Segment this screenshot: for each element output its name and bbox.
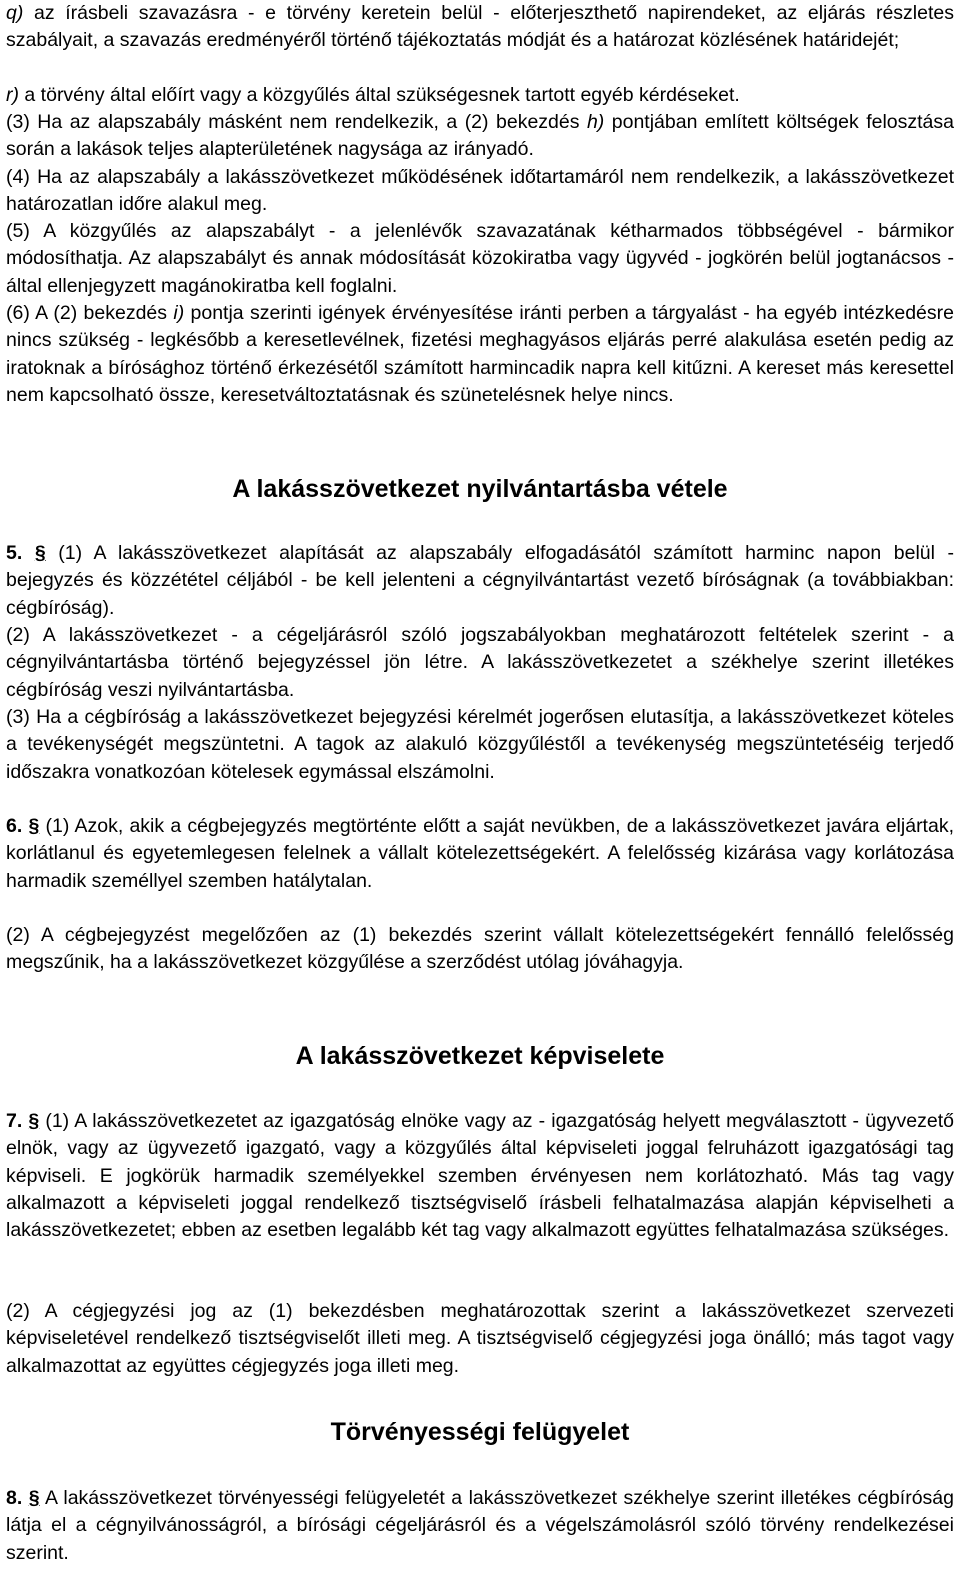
section-7-para-1	[6, 1108, 954, 1244]
clause-r	[6, 82, 954, 109]
section-heading-representation: A lakásszövetkezet képviselete	[295, 1042, 665, 1070]
section-8-text: A lakásszövetkezet törvényességi felügyeletét a lakásszövetkezet székhelye szerint illetékes cégbíróság látja el a cégnyilvánosságról, a bírósági cégeljárásról és a végelszámolásról szóló törvény rendelkezései szerint.	[6, 1487, 954, 1564]
clause-q-letter: q)	[6, 2, 24, 24]
section-8-number: 8.	[6, 1487, 23, 1509]
section-5-sign: §	[34, 542, 46, 564]
section-5-para-2: (2) A lakásszövetkezet - a cégeljárásról szóló jogszabályokban meghatározott feltételek szerint - a cégnyilvántartásba történő bejegyzéssel jön létre. A lakásszövetkezetet a székhelye szerint illetékes cégbíróság veszi nyilvántartásba.	[6, 624, 954, 701]
paragraph-3-b: pontjában említett költségek felosztása során a lakások teljes alapterületének nagysága az irányadó.	[6, 111, 954, 161]
section-7-number: 7.	[6, 1110, 23, 1132]
paragraph-3	[6, 109, 954, 164]
section-8-para-1	[6, 1485, 954, 1567]
section-5-para-3: (3) Ha a cégbíróság a lakásszövetkezet bejegyzési kérelmét jogerősen elutasítja, a lakásszövetkezet köteles a tevékenységét megszüntetni. A tagok az alakuló közgyűléstől a tevékenység megszüntetéséig terjedő időszakra vonatkozóan kötelesek egymással elszámolni.	[6, 706, 954, 783]
section-7-sign: §	[28, 1110, 40, 1132]
clause-r-text: a törvény által előírt vagy a közgyűlés által szükségesnek tartott egyéb kérdéseket.	[19, 84, 740, 106]
section-5-number: 5.	[6, 542, 23, 564]
paragraph-6-letter: i)	[173, 302, 185, 324]
section-6-para-1	[6, 813, 954, 895]
section-7-text: (1) A lakásszövetkezetet az igazgatóság elnöke vagy az - igazgatóság helyett megválasztott - ügyvezető elnök, vagy az ügyvezető igazgató, vagy a közgyűlés által képviseleti joggal felruházott igazgatósági tag képviseli. E jogkörük harmadik személyekkel szemben érvényesen nem korlátozható. Más tag vagy alkalmazott a képviseleti joggal rendelkező tisztségviselő írásbeli felhatalmazása alapján képviselheti a lakásszövetkezetet; ebben az esetben legalább két tag vagy alkalmazott együttes felhatalmazása szükséges.	[6, 1110, 954, 1242]
paragraph-5: (5) A közgyűlés az alapszabályt - a jelenlévők szavazatának kétharmados többségével - bármikor módosíthatja. Az alapszabályt és annak módosítását közokiratba vagy ügyvéd - jogkörén belül jogtanácsos - által ellenjegyzett magánokiratba kell foglalni.	[6, 220, 954, 297]
section-6-para-2: (2) A cégbejegyzést megelőzően az (1) bekezdés szerint vállalt kötelezettségekért fennálló felelősség megszűnik, ha a lakásszövetkezet közgyűlése a szerződést utólag jóváhagyja.	[6, 924, 954, 974]
section-heading-supervision: Törvényességi felügyelet	[330, 1418, 630, 1446]
clause-q	[6, 0, 954, 55]
paragraph-6-b: pontja szerinti igények érvényesítése iránti perben a tárgyalást - ha egyéb intézkedésre nincs szükség - legkésőbb a keresetlevélnek, fizetési meghagyásos eljárás perré alakulása esetén pedig az iratoknak a bírósághoz történő érkezésétől számított harmincadik napra kell kitűzni. A kereset más keresettel nem kapcsolható össze, keresetváltoztatásnak és szünetelésnek helye nincs.	[6, 302, 954, 406]
clause-r-letter: r)	[6, 84, 19, 106]
paragraph-4: (4) Ha az alapszabály a lakásszövetkezet működésének időtartamáról nem rendelkezik, a lakásszövetkezet határozatlan időre alakul meg.	[6, 166, 954, 216]
paragraph-3-a: (3) Ha az alapszabály másként nem rendelkezik, a (2) bekezdés	[6, 111, 587, 133]
section-6-text: (1) Azok, akik a cégbejegyzés megtörténte előtt a saját nevükben, de a lakásszövetkezet javára eljártak, korlátlanul és egyetemlegesen felelnek a vállalt kötelezettségekért. A felelősség kizárása vagy korlátozása harmadik személlyel szemben hatálytalan.	[6, 815, 954, 892]
section-heading-registration: A lakásszövetkezet nyilvántartásba vétele	[232, 475, 728, 503]
section-8-sign: §	[28, 1487, 40, 1509]
paragraph-6-a: (6) A (2) bekezdés	[6, 302, 174, 324]
section-5-para-1	[6, 540, 954, 622]
section-6-sign: §	[28, 815, 40, 837]
paragraph-6	[6, 300, 954, 409]
clause-q-line-2: eljárás részletes szabályait, a szavazás eredményéről történő tájékoztatás módját és a	[6, 2, 954, 52]
clause-q-line-1: az írásbeli szavazásra - e törvény keretein belül - előterjeszthető napirendeket, az	[23, 2, 798, 24]
section-7-para-2: (2) A cégjegyzési jog az (1) bekezdésben meghatározottak szerint a lakásszövetkezet szervezeti képviseletével rendelkező tisztségviselőt illeti meg. A tisztségviselő cégjegyzési joga önálló; más tagot vagy alkalmazottat az együttes cégjegyzés joga illeti meg.	[6, 1300, 954, 1377]
clause-q-line-3: határozat közlésének határidejét;	[613, 29, 900, 52]
paragraph-3-letter: h)	[586, 111, 605, 133]
section-6-number: 6.	[6, 815, 23, 837]
section-5-text: (1) A lakásszövetkezet alapítását az alapszabály elfogadásától számított harminc napon belül - bejegyzés és közzététel céljából - be kell jelenteni a cégnyilvántartást vezető bíróságnak (a továbbiakban: cégbíróság).	[6, 542, 955, 619]
